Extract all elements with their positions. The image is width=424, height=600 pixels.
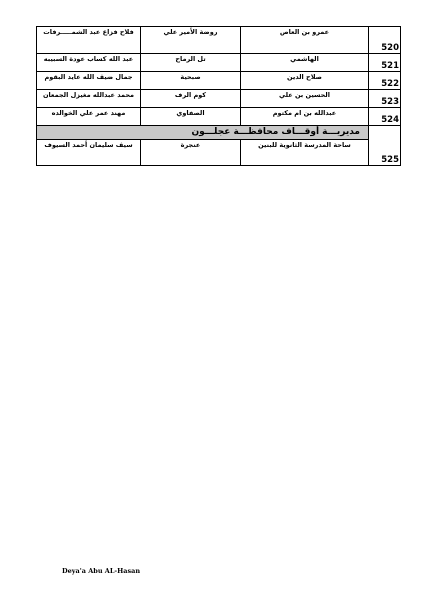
table-row bbox=[37, 108, 401, 126]
table-row bbox=[37, 27, 401, 54]
section-title: مديريـــة أوقـــاف محافظـــة عجلـــون bbox=[37, 126, 369, 140]
school-cell: عنجرة bbox=[141, 140, 241, 166]
table-row bbox=[37, 90, 401, 108]
row-number: 522 bbox=[369, 72, 401, 90]
row-number-cell bbox=[369, 126, 401, 166]
school-cell: الصفاوي bbox=[141, 108, 241, 126]
area-cell: عمرو بن العاص bbox=[241, 27, 369, 54]
section-header-row bbox=[37, 126, 401, 140]
school-cell: كوم الرف bbox=[141, 90, 241, 108]
name-cell: عبد الله كساب عودة السبيبه bbox=[37, 54, 141, 72]
school-cell: روضة الأمير علي bbox=[141, 27, 241, 54]
row-number: 524 bbox=[369, 108, 401, 126]
records-table bbox=[36, 26, 401, 166]
table-row bbox=[37, 140, 401, 166]
name-cell: جمال ضيف الله عايد البقوم bbox=[37, 72, 141, 90]
name-cell: فلاح فزاع عبد الشمـــــرفات bbox=[37, 27, 141, 54]
area-cell: عبدالله بن ام مكتوم bbox=[241, 108, 369, 126]
area-cell: الهاشمي bbox=[241, 54, 369, 72]
table-row bbox=[37, 72, 401, 90]
footer-author: Deya'a Abu AL-Hasan bbox=[62, 567, 141, 575]
name-cell: مهند عمر علي الخوالده bbox=[37, 108, 141, 126]
row-number: 523 bbox=[369, 90, 401, 108]
area-cell: صلاح الدين bbox=[241, 72, 369, 90]
table-row bbox=[37, 54, 401, 72]
row-number: 521 bbox=[369, 54, 401, 72]
area-cell: ساحة المدرسة الثانوية للبنين bbox=[241, 140, 369, 166]
name-cell: سيف سليمان أحمد السيوف bbox=[37, 140, 141, 166]
area-cell: الحسين بن علي bbox=[241, 90, 369, 108]
school-cell: تل الرماح bbox=[141, 54, 241, 72]
row-number: 525 bbox=[381, 155, 399, 165]
school-cell: صبحية bbox=[141, 72, 241, 90]
name-cell: محمد عبدالله مغيزل الجمعان bbox=[37, 90, 141, 108]
row-number: 520 bbox=[369, 27, 401, 54]
